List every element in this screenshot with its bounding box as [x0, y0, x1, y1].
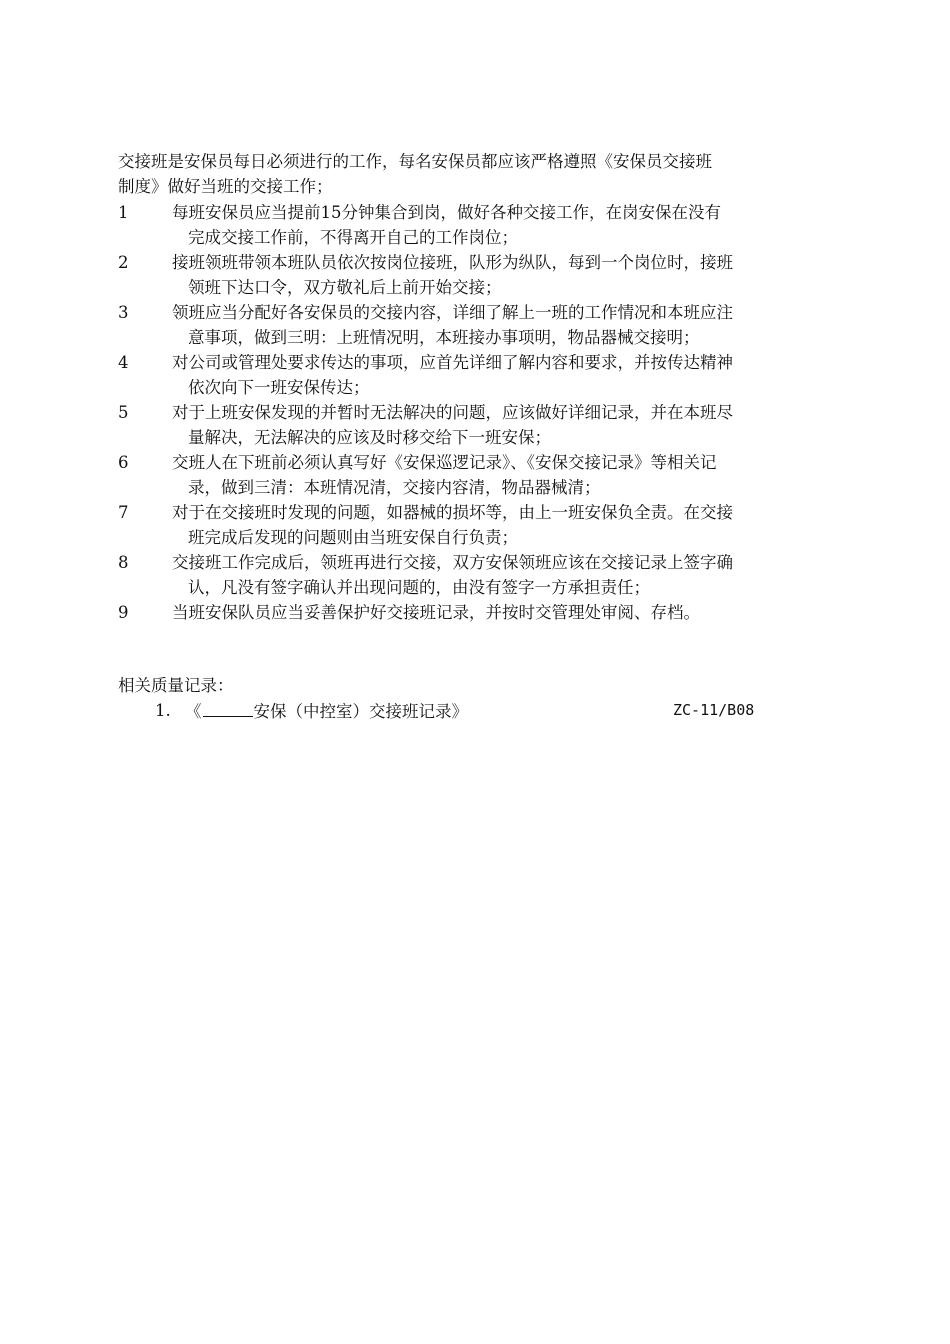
rule-number: 8: [118, 553, 129, 572]
rule-line: 当班安保队员应当妥善保护好交接班记录，并按时交管理处审阅、存档。: [172, 603, 700, 622]
rule-line-continued: 完成交接工作前，不得离开自己的工作岗位；: [188, 228, 518, 247]
rule-text: [172, 550, 826, 600]
list-item: [118, 450, 826, 500]
list-item: [118, 400, 826, 450]
rule-line: 交接班工作完成后，领班再进行交接，双方安保领班应该在交接记录上签字确: [172, 553, 733, 572]
rule-text: [172, 350, 826, 400]
rule-number: 7: [118, 503, 129, 522]
list-item: [118, 550, 826, 600]
rule-text: [172, 300, 826, 350]
rule-line-continued: 意事项，做到三明：上班情况明，本班接办事项明，物品器械交接明；: [188, 328, 700, 347]
rule-line-continued: 班完成后发现的问题则由当班安保自行负责；: [188, 528, 518, 547]
rule-line: 交班人在下班前必须认真写好《安保巡逻记录》、《安保交接记录》等相关记: [172, 453, 717, 472]
rule-text: [172, 200, 826, 250]
related-records-heading: 相关质量记录：: [118, 676, 234, 695]
rule-text: [172, 400, 826, 450]
record-number: 1.: [155, 701, 171, 720]
rule-line: 对于在交接班时发现的问题，如器械的损坏等，由上一班安保负全责。在交接: [172, 503, 733, 522]
intro-line-2: 制度》做好当班的交接工作；: [118, 177, 333, 196]
list-item: [118, 300, 826, 350]
rule-text: [172, 500, 826, 550]
rule-line: 领班应当分配好各安保员的交接内容，详细了解上一班的工作情况和本班应注: [172, 303, 733, 322]
rule-line-continued: 认，凡没有签字确认并出现问题的，由没有签字一方承担责任；: [188, 578, 650, 597]
list-item: [118, 600, 826, 650]
rule-text: [172, 450, 826, 500]
rule-line: 对公司或管理处要求传达的事项，应首先详细了解内容和要求，并按传达精神: [172, 353, 733, 372]
rule-line-continued: 录，做到三清：本班情况清，交接内容清，物品器械清；: [188, 478, 601, 497]
list-item: [118, 200, 826, 250]
rule-number: 3: [118, 303, 129, 322]
rule-line: 对于上班安保发现的并暂时无法解决的问题，应该做好详细记录，并在本班尽: [172, 403, 733, 422]
record-item: [155, 698, 775, 723]
rule-number: 9: [118, 603, 129, 622]
record-open-bracket: 《: [185, 702, 202, 721]
rule-line-continued: 量解决，无法解决的应该及时移交给下一班安保；: [188, 428, 551, 447]
intro-line-1: 交接班是安保员每日必须进行的工作，每名安保员都应该严格遵照《安保员交接班: [118, 152, 712, 171]
list-item: [118, 500, 826, 550]
rules-list: [118, 200, 826, 650]
rule-line-continued: 依次向下一班安保传达；: [188, 378, 370, 397]
rule-text: [172, 600, 826, 625]
list-item: [118, 250, 826, 300]
record-title-text: 安保（中控室）交接班记录》: [253, 702, 468, 721]
rule-line: 每班安保员应当提前15分钟集合到岗，做好各种交接工作，在岗安保在没有: [172, 203, 721, 222]
rule-number: 5: [118, 403, 129, 422]
rule-text: [172, 250, 826, 300]
record-code: ZC-11/B08: [673, 701, 755, 719]
rule-number: 4: [118, 353, 129, 372]
list-item: [118, 350, 826, 400]
record-title: [185, 698, 468, 724]
rule-line: 接班领班带领本班队员依次按岗位接班，队形为纵队，每到一个岗位时，接班: [172, 253, 733, 272]
rule-number: 2: [118, 253, 129, 272]
blank-underline: [203, 698, 253, 717]
rule-number: 6: [118, 453, 129, 472]
rule-line-continued: 领班下达口令，双方敬礼后上前开始交接；: [188, 278, 502, 297]
intro-paragraph: [118, 149, 826, 199]
rule-number: 1: [118, 203, 129, 222]
